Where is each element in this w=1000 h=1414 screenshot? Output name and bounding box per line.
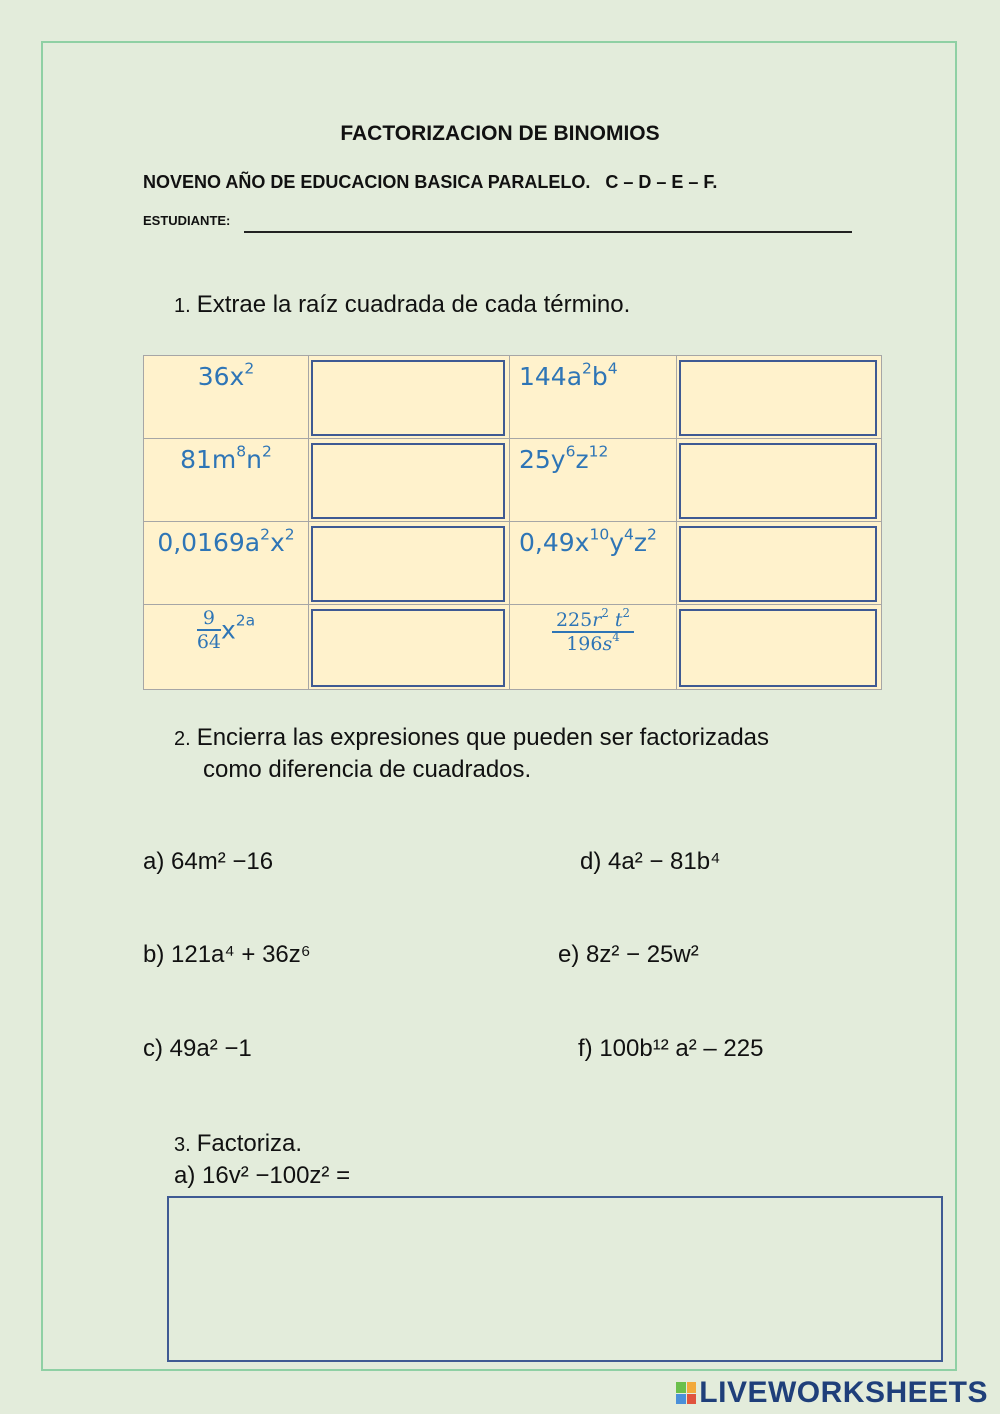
question-3-text: Factoriza. <box>196 1130 303 1157</box>
brand-logo <box>676 1376 988 1410</box>
question-2-number: 2. <box>174 728 191 750</box>
term-cell <box>144 439 309 522</box>
answer-cell <box>309 522 510 605</box>
answer-box[interactable] <box>679 443 877 519</box>
answer-box[interactable] <box>311 609 505 687</box>
question-2-text-line1: Encierra las expresiones que pueden ser factorizadas <box>196 724 770 751</box>
student-name-line[interactable] <box>244 231 852 233</box>
option-a[interactable]: a) 64m² −16 <box>143 848 274 875</box>
fraction: $\frac{225r^2 t^2}{196s^4}$ <box>552 609 634 655</box>
question-3-item-a: a) 16v² −100z² = <box>174 1162 351 1189</box>
liveworksheets-logo-icon <box>676 1382 696 1404</box>
answer-cell <box>677 605 882 690</box>
question-1-text: Extrae la raíz cuadrada de cada término. <box>196 291 631 318</box>
term-cell <box>510 522 677 605</box>
term-cell <box>510 605 677 690</box>
question-2-text-line2: como diferencia de cuadrados. <box>203 756 532 783</box>
option-d[interactable]: d) 4a² − 81b⁴ <box>580 848 721 875</box>
term-expression: $36x^2$ <box>197 359 255 391</box>
worksheet-title: FACTORIZACION DE BINOMIOS <box>340 122 660 145</box>
term-expression: $0,49x^{10}y^4z^2$ <box>519 525 657 557</box>
question-1 <box>174 291 630 319</box>
answer-box[interactable] <box>311 526 505 602</box>
answer-box[interactable] <box>679 609 877 687</box>
term-expression: $81m^8n^2$ <box>180 442 272 474</box>
answer-cell <box>309 439 510 522</box>
student-label: ESTUDIANTE: <box>143 213 231 228</box>
fraction: $\frac{9}{64}$ <box>196 607 221 653</box>
term-expression <box>510 605 676 655</box>
term-expression: $25y^6z^{12}$ <box>519 442 609 474</box>
answer-box[interactable] <box>311 360 505 436</box>
term-cell <box>144 605 309 690</box>
question-3-number: 3. <box>174 1134 191 1156</box>
term-expression: $\frac{9}{64}$ $x^{2a}$ <box>196 607 256 653</box>
term-cell <box>144 522 309 605</box>
term-cell <box>510 356 677 439</box>
brand-name: LIVEWORKSHEETS <box>699 1376 988 1409</box>
option-b[interactable]: b) 121a⁴ + 36z⁶ <box>143 941 311 968</box>
term-expression: $144a^2b^4$ <box>519 359 618 391</box>
answer-cell <box>677 522 882 605</box>
option-e[interactable]: e) 8z² − 25w² <box>558 941 699 968</box>
roots-table <box>143 355 882 690</box>
answer-cell <box>309 356 510 439</box>
question-1-number: 1. <box>174 295 191 317</box>
answer-box[interactable] <box>679 360 877 436</box>
factorization-answer-box[interactable] <box>167 1196 943 1362</box>
worksheet-subtitle: NOVENO AÑO DE EDUCACION BASICA PARALELO. C – D – E – F. <box>143 172 718 192</box>
term-expression: $0,0169a^2x^2$ <box>157 525 295 557</box>
term-cell <box>510 439 677 522</box>
answer-cell <box>677 439 882 522</box>
answer-cell <box>677 356 882 439</box>
answer-box[interactable] <box>311 443 505 519</box>
option-f[interactable]: f) 100b¹² a² – 225 <box>578 1035 764 1062</box>
answer-box[interactable] <box>679 526 877 602</box>
term-cell <box>144 356 309 439</box>
option-c[interactable]: c) 49a² −1 <box>143 1035 252 1062</box>
question-3 <box>174 1130 302 1158</box>
question-2 <box>174 724 769 752</box>
answer-cell <box>309 605 510 690</box>
